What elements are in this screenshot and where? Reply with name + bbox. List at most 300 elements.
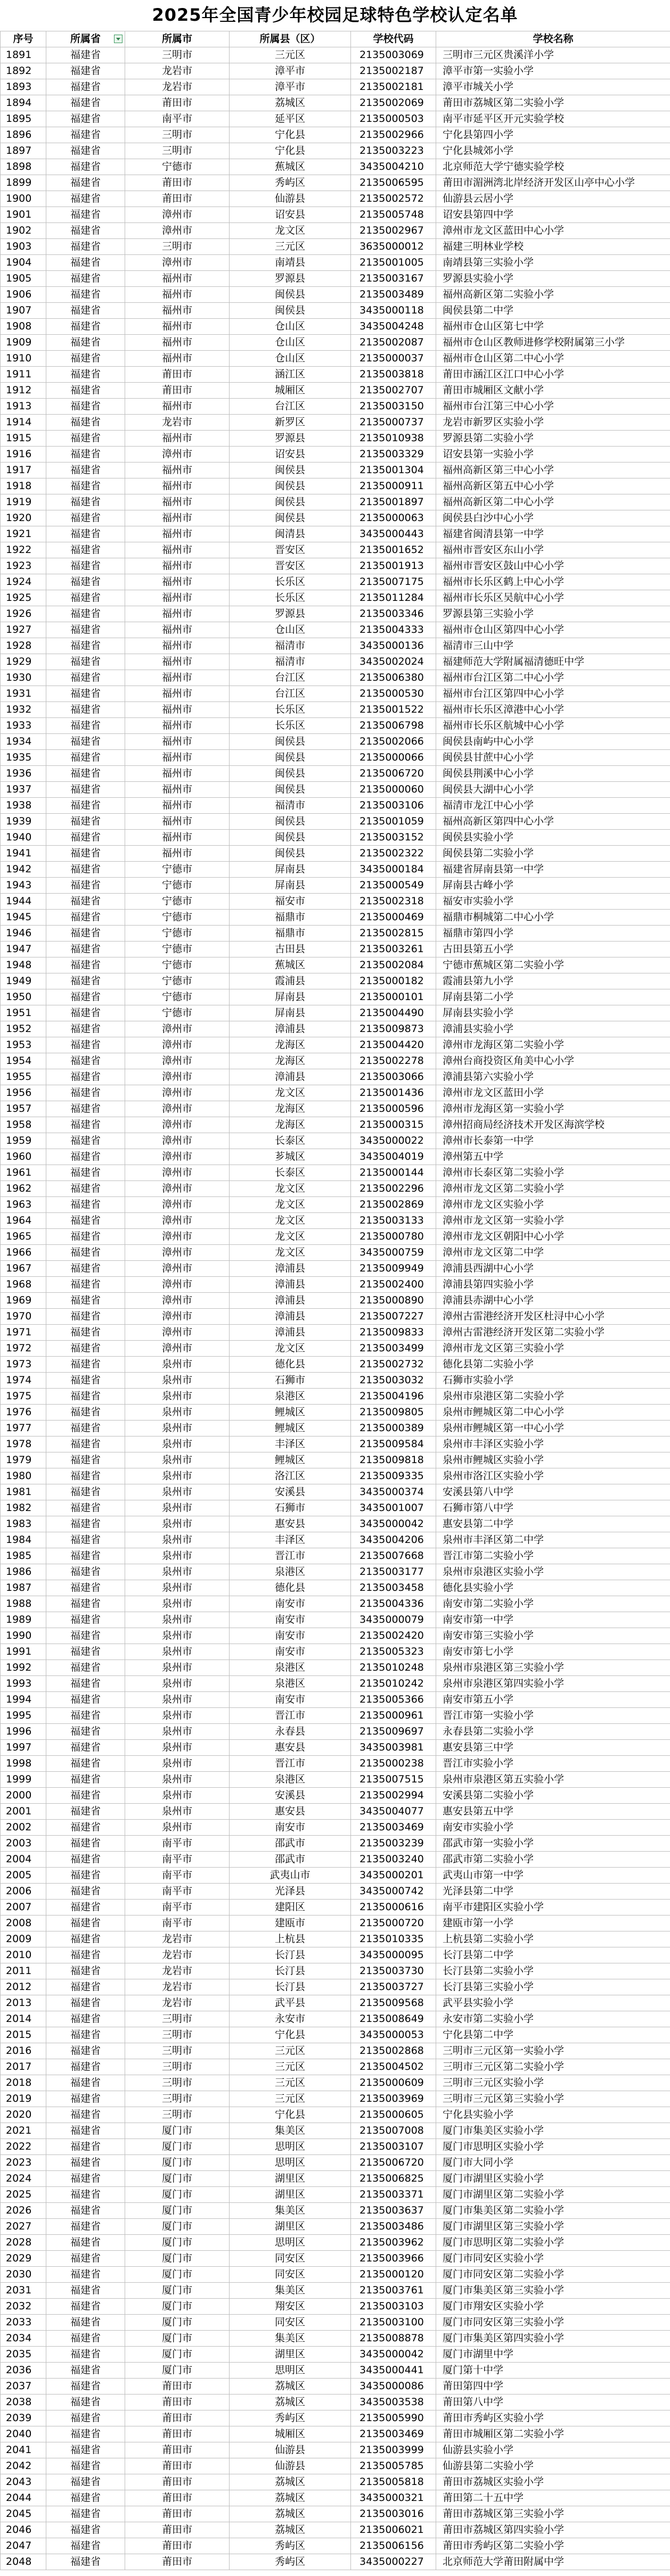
table-row bbox=[1, 2363, 670, 2379]
table-row bbox=[1, 143, 670, 159]
table-row bbox=[1, 1341, 670, 1357]
cell-code: 2135003152 bbox=[351, 830, 436, 846]
table-row bbox=[1, 2506, 670, 2522]
cell-city: 三明市 bbox=[125, 143, 230, 159]
cell-name: 武平县实验小学 bbox=[436, 1995, 670, 2011]
cell-code: 3435000042 bbox=[351, 2347, 436, 2363]
cell-code: 2135002084 bbox=[351, 957, 436, 973]
cell-code: 2135002181 bbox=[351, 79, 436, 95]
cell-county: 三元区 bbox=[230, 2075, 351, 2091]
cell-county: 集美区 bbox=[230, 2331, 351, 2347]
cell-name: 漳州市长泰第一中学 bbox=[436, 1133, 670, 1149]
cell-county: 晋江市 bbox=[230, 1548, 351, 1564]
cell-county: 漳浦县 bbox=[230, 1277, 351, 1293]
cell-city: 福州市 bbox=[125, 542, 230, 558]
cell-county: 三元区 bbox=[230, 47, 351, 63]
cell-province: 福建省 bbox=[46, 1021, 125, 1037]
cell-city: 泉州市 bbox=[125, 1788, 230, 1804]
cell-county: 延平区 bbox=[230, 111, 351, 127]
table-row bbox=[1, 1133, 670, 1149]
table-row bbox=[1, 383, 670, 399]
cell-city: 福州市 bbox=[125, 319, 230, 335]
table-row bbox=[1, 2474, 670, 2490]
cell-province: 福建省 bbox=[46, 2299, 125, 2315]
cell-county: 长泰区 bbox=[230, 1165, 351, 1181]
cell-name: 晋江市第二实验小学 bbox=[436, 1548, 670, 1564]
cell-seq: 1982 bbox=[1, 1500, 46, 1516]
table-row bbox=[1, 957, 670, 973]
filter-dropdown-icon[interactable] bbox=[114, 35, 122, 43]
cell-seq: 2018 bbox=[1, 2075, 46, 2091]
table-row bbox=[1, 942, 670, 957]
table-row bbox=[1, 1293, 670, 1309]
cell-name: 三明市三元区实验小学 bbox=[436, 2075, 670, 2091]
cell-seq: 2041 bbox=[1, 2442, 46, 2458]
cell-county: 惠安县 bbox=[230, 1740, 351, 1756]
table-row bbox=[1, 1516, 670, 1532]
cell-city: 泉州市 bbox=[125, 1660, 230, 1676]
cell-county: 龙海区 bbox=[230, 1117, 351, 1133]
cell-name: 南安市第三实验小学 bbox=[436, 1628, 670, 1644]
table-row bbox=[1, 1740, 670, 1756]
cell-city: 福州市 bbox=[125, 670, 230, 686]
cell-province: 福建省 bbox=[46, 718, 125, 734]
table-row bbox=[1, 926, 670, 942]
cell-county: 秀屿区 bbox=[230, 175, 351, 191]
cell-province: 福建省 bbox=[46, 1229, 125, 1245]
cell-city: 福州市 bbox=[125, 814, 230, 830]
cell-city: 泉州市 bbox=[125, 1357, 230, 1373]
cell-county: 光泽县 bbox=[230, 1884, 351, 1900]
cell-county: 上杭县 bbox=[230, 1931, 351, 1947]
cell-city: 福州市 bbox=[125, 463, 230, 478]
cell-city: 厦门市 bbox=[125, 2123, 230, 2139]
cell-province: 福建省 bbox=[46, 287, 125, 303]
cell-name: 福州市长乐区漳港中心小学 bbox=[436, 702, 670, 718]
cell-code: 2135001304 bbox=[351, 463, 436, 478]
cell-name: 三明市三元区第三实验小学 bbox=[436, 2091, 670, 2107]
cell-city: 福州市 bbox=[125, 303, 230, 319]
cell-code: 3435001007 bbox=[351, 1500, 436, 1516]
cell-province: 福建省 bbox=[46, 2379, 125, 2395]
cell-city: 莆田市 bbox=[125, 2426, 230, 2442]
cell-county: 德化县 bbox=[230, 1357, 351, 1373]
cell-county: 晋江市 bbox=[230, 1756, 351, 1772]
cell-province: 福建省 bbox=[46, 1660, 125, 1676]
table-row bbox=[1, 670, 670, 686]
cell-seq: 1951 bbox=[1, 1005, 46, 1021]
cell-seq: 1965 bbox=[1, 1229, 46, 1245]
cell-name: 南靖县第三实验小学 bbox=[436, 255, 670, 271]
table-row bbox=[1, 431, 670, 447]
cell-seq: 1905 bbox=[1, 271, 46, 287]
cell-county: 荔城区 bbox=[230, 2395, 351, 2410]
cell-name: 厦门市集美区第四实验小学 bbox=[436, 2331, 670, 2347]
cell-city: 宁德市 bbox=[125, 159, 230, 175]
cell-seq: 1975 bbox=[1, 1389, 46, 1405]
cell-city: 南平市 bbox=[125, 1916, 230, 1931]
cell-name: 诏安县第一实验小学 bbox=[436, 447, 670, 463]
table-row bbox=[1, 654, 670, 670]
table-row bbox=[1, 2235, 670, 2251]
cell-code: 2135000101 bbox=[351, 989, 436, 1005]
cell-city: 南平市 bbox=[125, 1836, 230, 1852]
cell-name: 漳州市龙文区蓝田中心小学 bbox=[436, 223, 670, 239]
cell-code: 2135009805 bbox=[351, 1405, 436, 1421]
table-row bbox=[1, 2251, 670, 2267]
cell-city: 漳州市 bbox=[125, 1069, 230, 1085]
cell-city: 莆田市 bbox=[125, 2410, 230, 2426]
cell-seq: 2028 bbox=[1, 2235, 46, 2251]
cell-province: 福建省 bbox=[46, 510, 125, 526]
cell-city: 莆田市 bbox=[125, 2395, 230, 2410]
cell-county: 思明区 bbox=[230, 2155, 351, 2171]
cell-county: 思明区 bbox=[230, 2235, 351, 2251]
cell-county: 龙海区 bbox=[230, 1101, 351, 1117]
cell-seq: 2026 bbox=[1, 2203, 46, 2219]
cell-county: 仙游县 bbox=[230, 2458, 351, 2474]
cell-code: 2135002066 bbox=[351, 734, 436, 750]
table-row bbox=[1, 878, 670, 894]
table-row bbox=[1, 2299, 670, 2315]
cell-code: 2135003458 bbox=[351, 1580, 436, 1596]
cell-code: 2135002967 bbox=[351, 223, 436, 239]
cell-seq: 2022 bbox=[1, 2139, 46, 2155]
cell-code: 2135005785 bbox=[351, 2458, 436, 2474]
table-row bbox=[1, 2458, 670, 2474]
cell-code: 2135003727 bbox=[351, 1979, 436, 1995]
cell-county: 闽侯县 bbox=[230, 814, 351, 830]
cell-city: 厦门市 bbox=[125, 2187, 230, 2203]
cell-code: 2135002278 bbox=[351, 1053, 436, 1069]
cell-province: 福建省 bbox=[46, 143, 125, 159]
cell-name: 莆田市湄洲湾北岸经济开发区山亭中心小学 bbox=[436, 175, 670, 191]
cell-code: 2135005818 bbox=[351, 2474, 436, 2490]
cell-county: 台江区 bbox=[230, 399, 351, 415]
cell-name: 福州市长乐区鹤上中心小学 bbox=[436, 574, 670, 590]
cell-name: 福州市长乐区航城中心小学 bbox=[436, 718, 670, 734]
table-row bbox=[1, 47, 670, 63]
cell-seq: 1903 bbox=[1, 239, 46, 255]
cell-city: 龙岩市 bbox=[125, 79, 230, 95]
cell-province: 福建省 bbox=[46, 2059, 125, 2075]
cell-seq: 1955 bbox=[1, 1069, 46, 1085]
cell-name: 福州市晋安区东山小学 bbox=[436, 542, 670, 558]
cell-province: 福建省 bbox=[46, 1452, 125, 1468]
cell-code: 3435000022 bbox=[351, 1133, 436, 1149]
cell-city: 泉州市 bbox=[125, 1772, 230, 1788]
cell-seq: 1991 bbox=[1, 1644, 46, 1660]
cell-code: 2135000720 bbox=[351, 1916, 436, 1931]
cell-county: 诏安县 bbox=[230, 447, 351, 463]
table-row bbox=[1, 2331, 670, 2347]
cell-city: 宁德市 bbox=[125, 989, 230, 1005]
cell-city: 漳州市 bbox=[125, 1117, 230, 1133]
cell-city: 泉州市 bbox=[125, 1708, 230, 1724]
cell-county: 宁化县 bbox=[230, 2107, 351, 2123]
cell-seq: 2016 bbox=[1, 2043, 46, 2059]
cell-province: 福建省 bbox=[46, 1788, 125, 1804]
cell-seq: 2004 bbox=[1, 1852, 46, 1868]
cell-seq: 1958 bbox=[1, 1117, 46, 1133]
table-row bbox=[1, 494, 670, 510]
cell-seq: 1935 bbox=[1, 750, 46, 766]
cell-city: 泉州市 bbox=[125, 1644, 230, 1660]
cell-name: 邵武市第一实验小学 bbox=[436, 1836, 670, 1852]
cell-name: 漳州市龙海区第二实验小学 bbox=[436, 1037, 670, 1053]
cell-province: 福建省 bbox=[46, 1931, 125, 1947]
cell-county: 罗源县 bbox=[230, 431, 351, 447]
cell-city: 莆田市 bbox=[125, 2538, 230, 2554]
cell-city: 泉州市 bbox=[125, 1389, 230, 1405]
cell-code: 2135009833 bbox=[351, 1325, 436, 1341]
cell-seq: 1927 bbox=[1, 622, 46, 638]
cell-seq: 1967 bbox=[1, 1261, 46, 1277]
cell-province: 福建省 bbox=[46, 1117, 125, 1133]
cell-province: 福建省 bbox=[46, 973, 125, 989]
table-row bbox=[1, 271, 670, 287]
cell-seq: 2013 bbox=[1, 1995, 46, 2011]
cell-seq: 1943 bbox=[1, 878, 46, 894]
cell-county: 思明区 bbox=[230, 2139, 351, 2155]
cell-county: 漳浦县 bbox=[230, 1261, 351, 1277]
cell-county: 城厢区 bbox=[230, 2426, 351, 2442]
cell-name: 漳浦县第六实验小学 bbox=[436, 1069, 670, 1085]
cell-city: 漳州市 bbox=[125, 1325, 230, 1341]
cell-province: 福建省 bbox=[46, 766, 125, 782]
cell-province: 福建省 bbox=[46, 1053, 125, 1069]
cell-province: 福建省 bbox=[46, 1037, 125, 1053]
cell-code: 3435002024 bbox=[351, 654, 436, 670]
cell-province: 福建省 bbox=[46, 830, 125, 846]
cell-name: 厦门市湖里区第二实验小学 bbox=[436, 2187, 670, 2203]
table-row bbox=[1, 622, 670, 638]
table-row bbox=[1, 638, 670, 654]
cell-city: 福州市 bbox=[125, 399, 230, 415]
cell-seq: 2007 bbox=[1, 1900, 46, 1916]
cell-code: 2135002732 bbox=[351, 1357, 436, 1373]
cell-county: 鲤城区 bbox=[230, 1452, 351, 1468]
cell-county: 仙游县 bbox=[230, 191, 351, 207]
cell-city: 厦门市 bbox=[125, 2283, 230, 2299]
cell-code: 2135007008 bbox=[351, 2123, 436, 2139]
cell-name: 古田县第五小学 bbox=[436, 942, 670, 957]
cell-name: 泉州市泉港区实验小学 bbox=[436, 1564, 670, 1580]
cell-province: 福建省 bbox=[46, 351, 125, 367]
cell-county: 湖里区 bbox=[230, 2219, 351, 2235]
cell-province: 福建省 bbox=[46, 463, 125, 478]
cell-county: 漳浦县 bbox=[230, 1325, 351, 1341]
cell-name: 泉州市丰泽区实验小学 bbox=[436, 1436, 670, 1452]
cell-code: 2135004420 bbox=[351, 1037, 436, 1053]
cell-city: 福州市 bbox=[125, 574, 230, 590]
cell-city: 厦门市 bbox=[125, 2251, 230, 2267]
table-row bbox=[1, 1117, 670, 1133]
cell-name: 厦门市思明区实验小学 bbox=[436, 2139, 670, 2155]
cell-code: 2135002187 bbox=[351, 63, 436, 79]
cell-city: 泉州市 bbox=[125, 1468, 230, 1484]
cell-province: 福建省 bbox=[46, 782, 125, 798]
table-row bbox=[1, 335, 670, 351]
cell-county: 诏安县 bbox=[230, 207, 351, 223]
cell-city: 三明市 bbox=[125, 127, 230, 143]
table-row bbox=[1, 191, 670, 207]
cell-code: 2135006720 bbox=[351, 2155, 436, 2171]
cell-province: 福建省 bbox=[46, 2474, 125, 2490]
cell-county: 漳平市 bbox=[230, 79, 351, 95]
cell-seq: 1993 bbox=[1, 1676, 46, 1692]
cell-city: 福州市 bbox=[125, 478, 230, 494]
cell-province: 福建省 bbox=[46, 1995, 125, 2011]
cell-code: 3435000086 bbox=[351, 2379, 436, 2395]
cell-province: 福建省 bbox=[46, 2538, 125, 2554]
cell-seq: 1918 bbox=[1, 478, 46, 494]
cell-county: 福清市 bbox=[230, 798, 351, 814]
cell-county: 同安区 bbox=[230, 2251, 351, 2267]
cell-city: 漳州市 bbox=[125, 1101, 230, 1117]
cell-seq: 1919 bbox=[1, 494, 46, 510]
table-row bbox=[1, 2379, 670, 2395]
cell-name: 北京师范大学宁德实验学校 bbox=[436, 159, 670, 175]
cell-seq: 2040 bbox=[1, 2426, 46, 2442]
cell-name: 福州高新区第五中心小学 bbox=[436, 478, 670, 494]
cell-seq: 1892 bbox=[1, 63, 46, 79]
cell-name: 莆田市荔城区第三实验小学 bbox=[436, 2506, 670, 2522]
cell-code: 2135000469 bbox=[351, 910, 436, 926]
cell-province: 福建省 bbox=[46, 159, 125, 175]
cell-name: 莆田市秀屿区第二实验小学 bbox=[436, 2538, 670, 2554]
cell-code: 2135004196 bbox=[351, 1389, 436, 1405]
cell-code: 2135000530 bbox=[351, 686, 436, 702]
cell-code: 3635000012 bbox=[351, 239, 436, 255]
cell-county: 宁化县 bbox=[230, 127, 351, 143]
cell-code: 2135003469 bbox=[351, 2426, 436, 2442]
cell-code: 3435000321 bbox=[351, 2490, 436, 2506]
cell-province: 福建省 bbox=[46, 1820, 125, 1836]
cell-seq: 1940 bbox=[1, 830, 46, 846]
cell-code: 2135003066 bbox=[351, 1069, 436, 1085]
cell-name: 安溪县第二实验小学 bbox=[436, 1788, 670, 1804]
cell-seq: 1933 bbox=[1, 718, 46, 734]
cell-province: 福建省 bbox=[46, 2522, 125, 2538]
cell-county: 永安市 bbox=[230, 2011, 351, 2027]
cell-code: 2135003133 bbox=[351, 1213, 436, 1229]
cell-name: 三明市三元区第一实验小学 bbox=[436, 2043, 670, 2059]
cell-county: 罗源县 bbox=[230, 271, 351, 287]
cell-code: 3435000118 bbox=[351, 303, 436, 319]
cell-city: 泉州市 bbox=[125, 1484, 230, 1500]
cell-city: 三明市 bbox=[125, 2107, 230, 2123]
table-row bbox=[1, 1995, 670, 2011]
cell-city: 莆田市 bbox=[125, 367, 230, 383]
cell-city: 漳州市 bbox=[125, 1197, 230, 1213]
table-row bbox=[1, 1149, 670, 1165]
cell-county: 长汀县 bbox=[230, 1963, 351, 1979]
cell-county: 龙文区 bbox=[230, 1213, 351, 1229]
cell-code: 2135002420 bbox=[351, 1628, 436, 1644]
cell-city: 厦门市 bbox=[125, 2331, 230, 2347]
cell-seq: 1972 bbox=[1, 1341, 46, 1357]
cell-name: 安溪县第八中学 bbox=[436, 1484, 670, 1500]
cell-province: 福建省 bbox=[46, 1516, 125, 1532]
cell-code: 3435004248 bbox=[351, 319, 436, 335]
cell-code: 2135003346 bbox=[351, 606, 436, 622]
table-row bbox=[1, 718, 670, 734]
cell-code: 2135003469 bbox=[351, 1820, 436, 1836]
cell-code: 2135000182 bbox=[351, 973, 436, 989]
cell-code: 2135006720 bbox=[351, 766, 436, 782]
cell-county: 长乐区 bbox=[230, 702, 351, 718]
cell-province: 福建省 bbox=[46, 2171, 125, 2187]
cell-name: 闽侯县第二中学 bbox=[436, 303, 670, 319]
cell-province: 福建省 bbox=[46, 878, 125, 894]
cell-province: 福建省 bbox=[46, 367, 125, 383]
table-row bbox=[1, 1452, 670, 1468]
cell-seq: 1945 bbox=[1, 910, 46, 926]
header-code: 学校代码 bbox=[351, 31, 436, 47]
cell-name: 闽侯县实验小学 bbox=[436, 830, 670, 846]
cell-county: 丰泽区 bbox=[230, 1532, 351, 1548]
cell-province: 福建省 bbox=[46, 47, 125, 63]
cell-county: 石狮市 bbox=[230, 1500, 351, 1516]
cell-province: 福建省 bbox=[46, 1213, 125, 1229]
cell-province: 福建省 bbox=[46, 1165, 125, 1181]
cell-seq: 1926 bbox=[1, 606, 46, 622]
cell-province: 福建省 bbox=[46, 734, 125, 750]
cell-code: 2135003240 bbox=[351, 1852, 436, 1868]
cell-code: 2135002400 bbox=[351, 1277, 436, 1293]
cell-city: 宁德市 bbox=[125, 862, 230, 878]
cell-name: 漳州台商投资区角美中心小学 bbox=[436, 1053, 670, 1069]
cell-code: 2135007668 bbox=[351, 1548, 436, 1564]
header-city: 所属市 bbox=[125, 31, 230, 47]
cell-seq: 1923 bbox=[1, 558, 46, 574]
cell-name: 宁德市蕉城区第二实验小学 bbox=[436, 957, 670, 973]
table-row bbox=[1, 1548, 670, 1564]
cell-seq: 2002 bbox=[1, 1820, 46, 1836]
cell-province: 福建省 bbox=[46, 1261, 125, 1277]
cell-county: 鲤城区 bbox=[230, 1421, 351, 1436]
cell-province: 福建省 bbox=[46, 1947, 125, 1963]
cell-province: 福建省 bbox=[46, 558, 125, 574]
cell-county: 秀屿区 bbox=[230, 2538, 351, 2554]
cell-city: 漳州市 bbox=[125, 1085, 230, 1101]
cell-province: 福建省 bbox=[46, 1756, 125, 1772]
cell-province: 福建省 bbox=[46, 862, 125, 878]
cell-seq: 2006 bbox=[1, 1884, 46, 1900]
cell-seq: 2036 bbox=[1, 2363, 46, 2379]
cell-county: 集美区 bbox=[230, 2283, 351, 2299]
cell-name: 闽侯县荆溪中心小学 bbox=[436, 766, 670, 782]
cell-seq: 2021 bbox=[1, 2123, 46, 2139]
cell-code: 2135000961 bbox=[351, 1708, 436, 1724]
cell-province: 福建省 bbox=[46, 1005, 125, 1021]
table-row bbox=[1, 750, 670, 766]
table-row bbox=[1, 223, 670, 239]
cell-province: 福建省 bbox=[46, 2219, 125, 2235]
cell-seq: 1909 bbox=[1, 335, 46, 351]
cell-seq: 2024 bbox=[1, 2171, 46, 2187]
cell-province: 福建省 bbox=[46, 2506, 125, 2522]
cell-seq: 1953 bbox=[1, 1037, 46, 1053]
cell-name: 福建三明林业学校 bbox=[436, 239, 670, 255]
cell-province: 福建省 bbox=[46, 2251, 125, 2267]
cell-name: 宁化县第二中学 bbox=[436, 2027, 670, 2043]
cell-province: 福建省 bbox=[46, 2091, 125, 2107]
table-row bbox=[1, 558, 670, 574]
cell-county: 湖里区 bbox=[230, 2187, 351, 2203]
cell-seq: 2035 bbox=[1, 2347, 46, 2363]
